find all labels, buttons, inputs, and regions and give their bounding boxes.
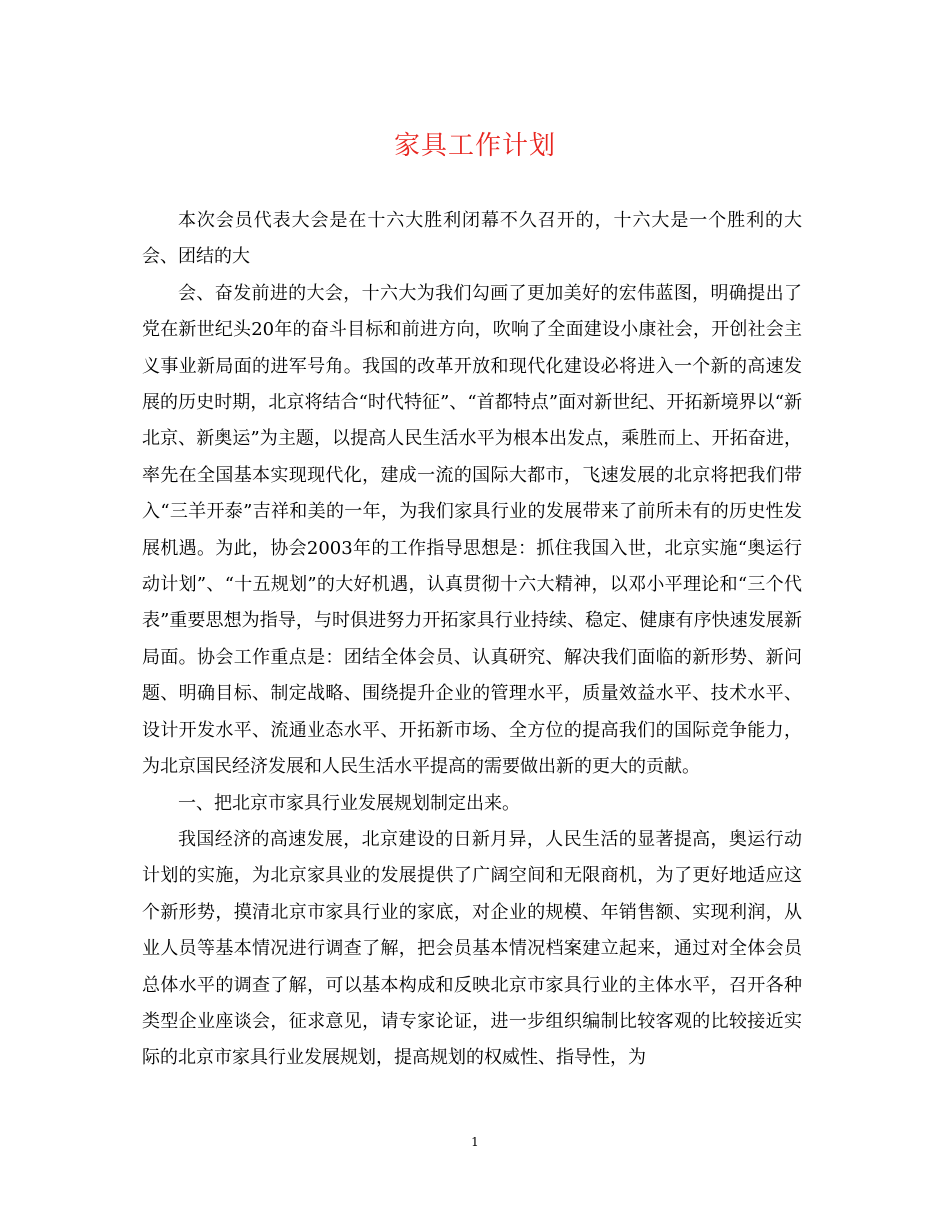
- paragraph-development-plan: 我国经济的高速发展，北京建设的日新月异，人民生活的显著提高，奥运行动计划的实施，为北京家具业的发展提供了广阔空间和无限商机，为了更好地适应这个新形势，摸清北京市家具行业的家底，对企业的规模、年销售额、实现利润，从业人员等基本情况进行调查了解，把会员基本情况档案建立起来，通过对全体会员总体水平的调查了解，可以基本构成和反映北京市家具行业的主体水平，召开各种类型企业座谈会，征求意见，请专家论证，进一步组织编制比较客观的比较接近实际的北京市家具行业发展规划，提高规划的权威性、指导性，为: [142, 828, 802, 1069]
- document-title: 家具工作计划: [393, 131, 556, 161]
- section-heading-1: 一、把北京市家具行业发展规划制定出来。: [178, 792, 520, 814]
- page-number: 1: [471, 1135, 479, 1149]
- paragraph-intro: 本次会员代表大会是在十六大胜利闭幕不久召开的，十六大是一个胜利的大会、团结的大: [142, 210, 802, 268]
- paragraph-guiding-thought: 会、奋发前进的大会，十六大为我们勾画了更加美好的宏伟蓝图，明确提出了党在新世纪头20年的奋斗目标和前进方向，吹响了全面建设小康社会，开创社会主义事业新局面的进军号角。我国的改革开放和现代化建设必将进入一个新的高速发展的历史时期，北京将结合“时代特征”、“首都特点”面对新世纪、开拓新境界以“新北京、新奥运”为主题，以提高人民生活水平为根本出发点，乘胜而上、开拓奋进，率先在全国基本实现现代化，建成一流的国际大都市，飞速发展的北京将把我们带入“三羊开泰”吉祥和美的一年，为我们家具行业的发展带来了前所未有的历史性发展机遇。为此，协会2003年的工作指导思想是：抓住我国入世，北京实施“奥运行动计划”、“十五规划”的大好机遇，认真贯彻十六大精神，以邓小平理论和“三个代表”重要思想为指导，与时俱进努力开拓家具行业持续、稳定、健康有序快速发展新局面。协会工作重点是：团结全体会员、认真研究、解决我们面临的新形势、新问题、明确目标、制定战略、围绕提升企业的管理水平，质量效益水平、技术水平、设计开发水平、流通业态水平、开拓新市场、全方位的提高我们的国际竞争能力，为北京国民经济发展和人民生活水平提高的需要做出新的更大的贡献。: [142, 282, 802, 778]
- document-body: [142, 203, 802, 1077]
